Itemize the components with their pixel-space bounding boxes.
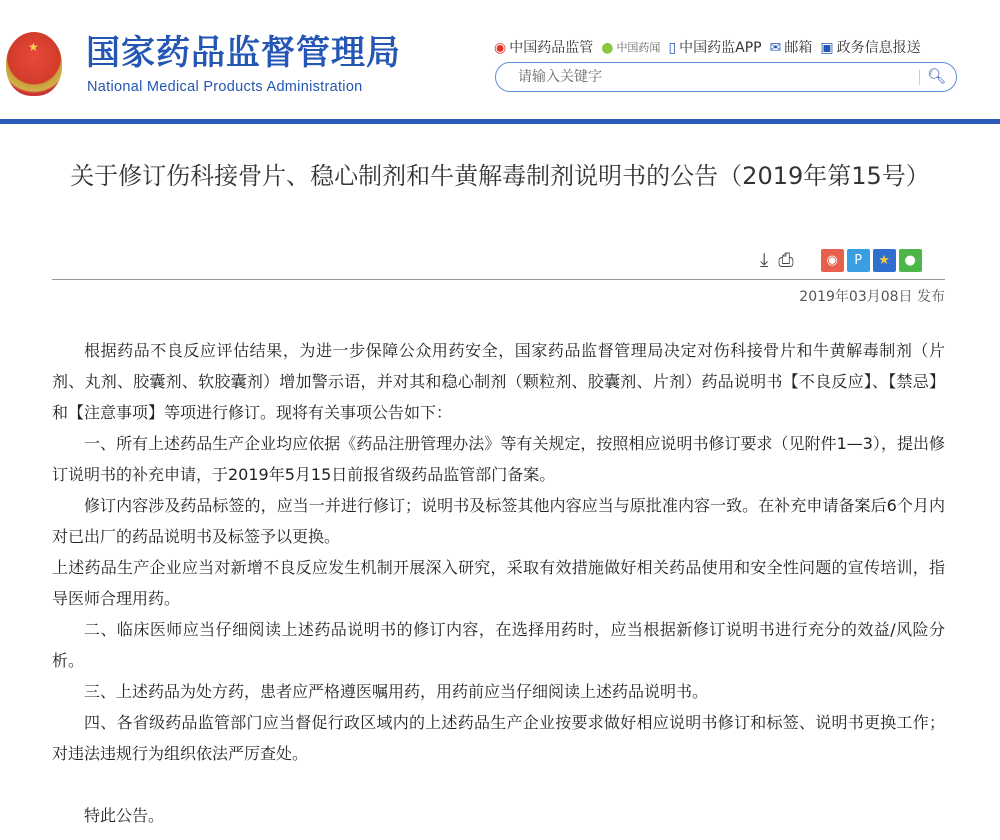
closing-statement: 特此公告。 <box>84 806 165 825</box>
link-label: 中国药监APP <box>679 40 762 56</box>
logo-title-cn[interactable]: 国家药品监督管理局 <box>86 33 401 73</box>
link-wechat[interactable] <box>601 38 660 58</box>
search-box <box>495 62 957 92</box>
phone-icon: ▯ <box>668 40 677 56</box>
weibo-icon: ◉ <box>494 40 507 56</box>
link-label: 邮箱 <box>784 40 813 56</box>
download-icon[interactable]: ⤓ <box>760 249 769 271</box>
link-mail[interactable] <box>770 38 813 58</box>
monitor-icon: ▣ <box>820 40 834 56</box>
search-icon[interactable]: 🔍︎ <box>926 67 946 85</box>
site-header <box>0 0 1000 124</box>
national-emblem-logo <box>6 32 62 96</box>
link-weibo[interactable] <box>494 38 593 58</box>
share-weibo-icon[interactable]: ◉ <box>821 249 844 272</box>
search-input[interactable] <box>518 67 918 87</box>
title-divider <box>52 279 945 280</box>
paragraph: 二、临床医师应当仔细阅读上述药品说明书的修订内容，在选择用药时，应当根据新修订说明书进行充分的效益/风险分析。 <box>52 620 945 670</box>
header-divider-bar <box>0 119 1000 124</box>
mail-icon: ✉ <box>769 40 782 56</box>
wechat-icon: ● <box>601 40 614 56</box>
article-title: 关于修订伤科接骨片、稳心制剂和牛黄解毒制剂说明书的公告（2019年第15号） <box>70 162 930 190</box>
paragraph: 上述药品生产企业应当对新增不良反应发生机制开展深入研究，采取有效措施做好相关药品使用和安全性问题的宣传培训，指导医师合理用药。 <box>52 558 945 608</box>
share-qq-icon[interactable]: ★ <box>873 249 896 272</box>
paragraph: 根据药品不良反应评估结果，为进一步保障公众用药安全，国家药品监督管理局决定对伤科接骨片和牛黄解毒制剂（片剂、丸剂、胶囊剂、软胶囊剂）增加警示语，并对其和稳心制剂（颗粒剂、胶囊剂、片剂）药品说明书【不良反应】、【禁忌】和【注意事项】等项进行修订。现将有关事项公告如下： <box>52 341 945 422</box>
share-qzone-icon[interactable]: P <box>847 249 870 272</box>
link-label: 中国药闻 <box>616 41 661 54</box>
link-report[interactable] <box>820 38 920 58</box>
article-body <box>52 335 945 831</box>
paragraph: 四、各省级药品监管部门应当督促行政区域内的上述药品生产企业按要求做好相应说明书修订和标签、说明书更换工作；对违法违规行为组织依法严厉查处。 <box>52 713 945 763</box>
publish-date: 2019年03月08日 发布 <box>799 289 945 305</box>
print-icon[interactable]: ⎙ <box>778 249 794 271</box>
paragraph: 修订内容涉及药品标签的，应当一并进行修订；说明书及标签其他内容应当与原批准内容一致。在补充申请备案后6个月内对已出厂的药品说明书及标签予以更换。 <box>52 496 945 546</box>
article-tools <box>760 248 922 272</box>
paragraph: 三、上述药品为处方药，患者应严格遵医嘱用药，用药前应当仔细阅读上述药品说明书。 <box>84 682 709 701</box>
paragraph: 一、所有上述药品生产企业均应依据《药品注册管理办法》等有关规定，按照相应说明书修订要求（见附件1—3），提出修订说明书的补充申请，于2019年5月15日前报省级药品监管部门备案。 <box>52 434 945 484</box>
link-app[interactable] <box>668 38 761 58</box>
share-wechat-icon[interactable]: ● <box>899 249 922 272</box>
search-separator <box>919 70 920 85</box>
logo-title-en[interactable]: National Medical Products Administration <box>87 79 363 95</box>
star-icon: ★ <box>28 40 39 54</box>
top-links <box>494 38 929 58</box>
link-label: 政务信息报送 <box>836 40 921 56</box>
link-label: 中国药品监管 <box>509 40 594 56</box>
